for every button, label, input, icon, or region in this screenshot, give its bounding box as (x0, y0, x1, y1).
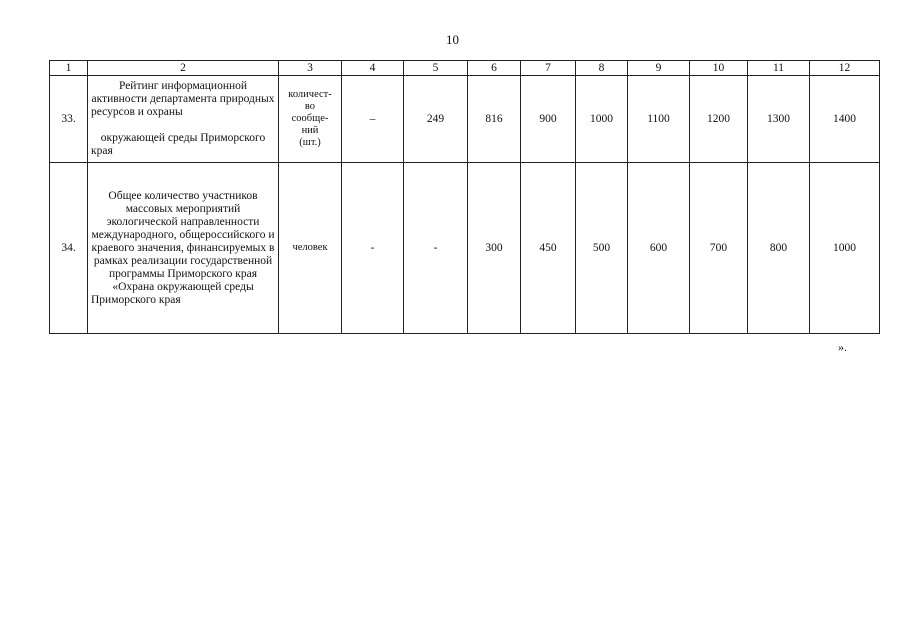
page-number: 10 (446, 32, 459, 47)
value-cell: 800 (748, 163, 810, 334)
column-header: 8 (576, 61, 628, 76)
indicator-name: Общее количество участников массовых мероприятий экологической направленности международного, общероссийского и краевого значения, финансируемых в рамках реализации государственной программы Приморского края «Охрана окружающей среды Приморского края (88, 163, 279, 334)
value-cell: 816 (468, 76, 521, 163)
column-header: 2 (88, 61, 279, 76)
unit-of-measure: человек (279, 163, 342, 334)
column-header: 11 (748, 61, 810, 76)
value-cell: - (404, 163, 468, 334)
column-header: 1 (50, 61, 88, 76)
column-header: 9 (628, 61, 690, 76)
column-header: 3 (279, 61, 342, 76)
value-cell: 450 (521, 163, 576, 334)
column-header: 10 (690, 61, 748, 76)
value-cell: 500 (576, 163, 628, 334)
value-cell: 1000 (576, 76, 628, 163)
column-header: 4 (342, 61, 404, 76)
column-header: 7 (521, 61, 576, 76)
unit-of-measure: количест- во сообще- ний (шт.) (279, 76, 342, 163)
closing-quote-mark: ». (838, 340, 847, 354)
table-row (50, 163, 880, 334)
value-cell: 1200 (690, 76, 748, 163)
value-cell: 700 (690, 163, 748, 334)
indicators-table (49, 60, 880, 334)
value-cell: 1100 (628, 76, 690, 163)
row-number: 34. (50, 163, 88, 334)
value-cell: 900 (521, 76, 576, 163)
value-cell: - (342, 163, 404, 334)
indicator-name: Рейтинг информационной активности департамента природных ресурсов и охраны окружающей среды Приморского края (88, 76, 279, 163)
column-header: 12 (810, 61, 880, 76)
value-cell: 1300 (748, 76, 810, 163)
value-cell: – (342, 76, 404, 163)
row-number: 33. (50, 76, 88, 163)
value-cell: 300 (468, 163, 521, 334)
value-cell: 600 (628, 163, 690, 334)
value-cell: 1400 (810, 76, 880, 163)
column-header: 6 (468, 61, 521, 76)
column-header: 5 (404, 61, 468, 76)
table-header-row (50, 61, 880, 76)
table-row (50, 76, 880, 163)
value-cell: 1000 (810, 163, 880, 334)
value-cell: 249 (404, 76, 468, 163)
